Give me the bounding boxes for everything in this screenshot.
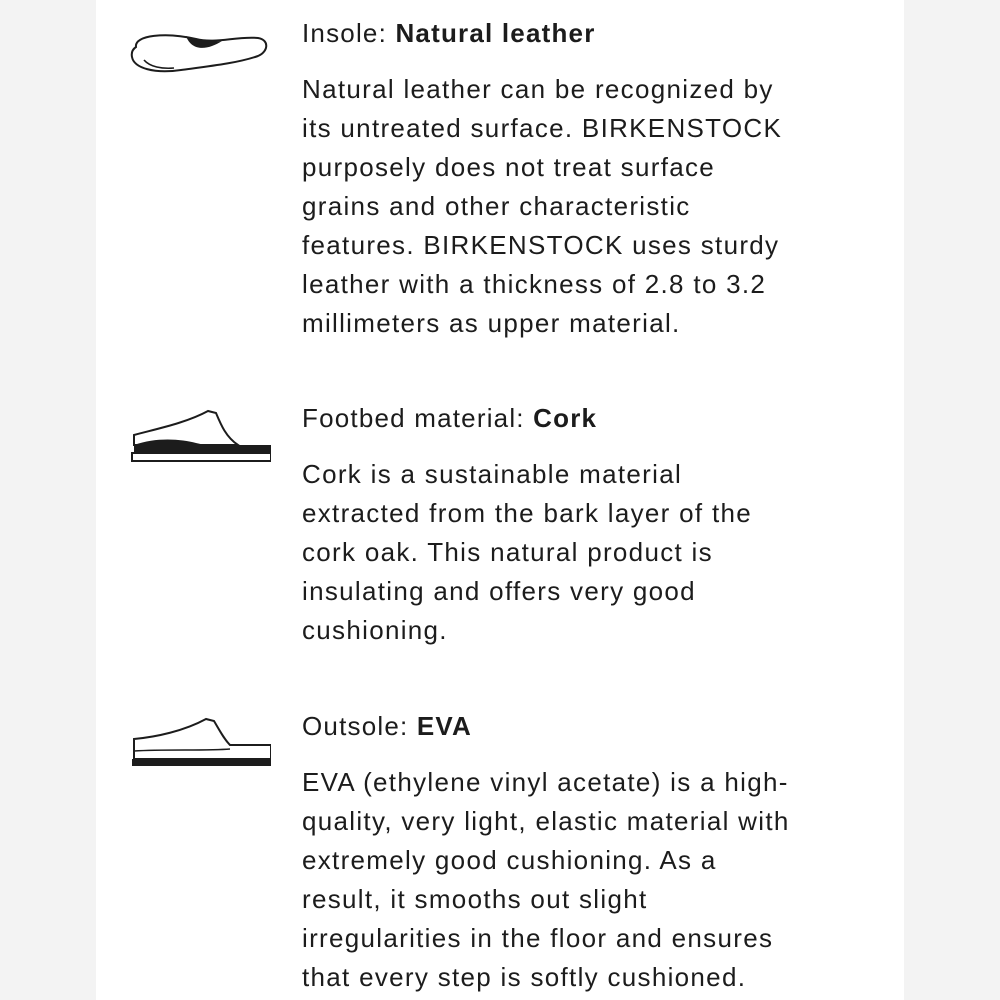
section-heading: Insole: Natural leather (302, 18, 596, 48)
section-description: Cork is a sustainable material extracted from the bark layer of the cork oak. This natural product is insulating and offers very good cushioning. (302, 459, 752, 645)
section-heading: Outsole: EVA (302, 711, 473, 741)
material-info-page (96, 0, 904, 1000)
outsole-text (302, 709, 882, 997)
section-description: EVA (ethylene vinyl acetate) is a high- quality, very light, elastic material with extremely good cushioning. As a result, it smooths out slight irregularities in the floor and ensures that every step is softly cushioned. (302, 767, 790, 992)
insole-icon (126, 30, 271, 85)
section-description: Natural leather can be recognized by its untreated surface. BIRKENSTOCK purposely does not treat surface grains and other characteristic features. BIRKENSTOCK uses sturdy leather with a thickness of 2.8 to 3.2 millimeters as upper material. (302, 74, 783, 338)
outsole-icon (126, 715, 271, 780)
footbed-text (302, 401, 882, 650)
section-heading: Footbed material: Cork (302, 403, 598, 433)
footbed-icon (126, 405, 271, 470)
insole-text (302, 16, 882, 343)
